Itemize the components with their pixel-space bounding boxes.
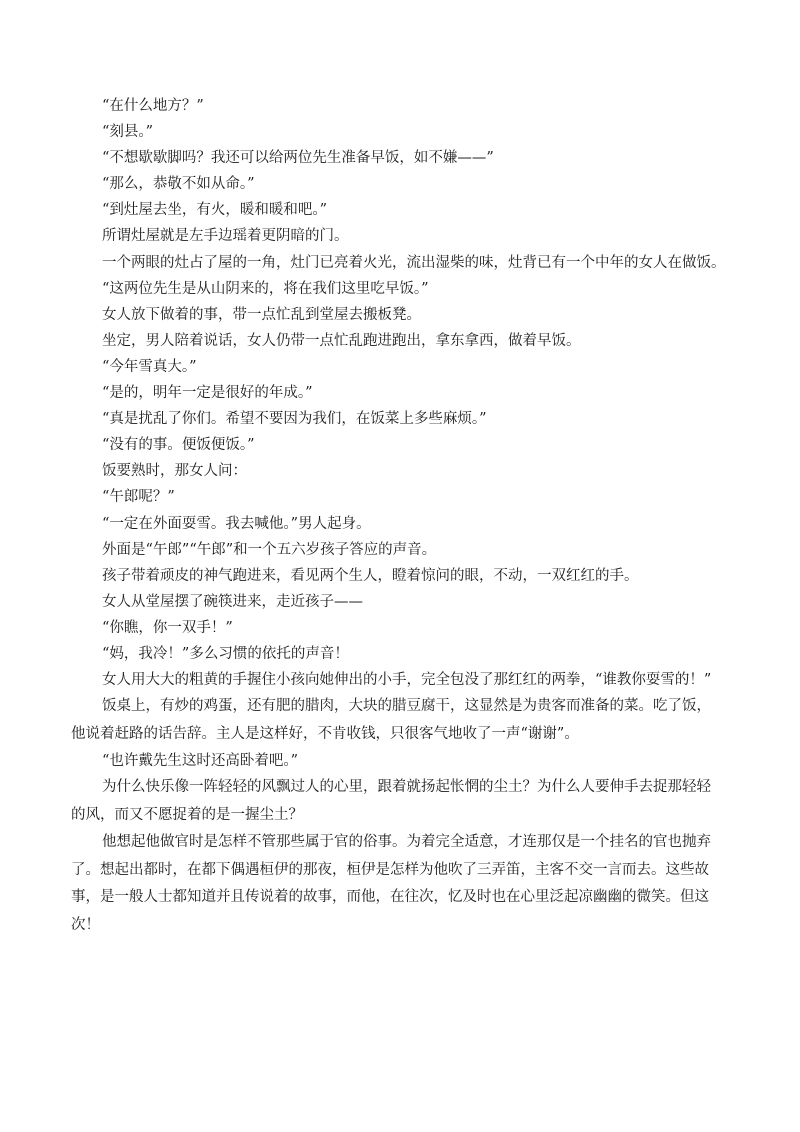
paragraph: “刻县。”	[102, 124, 154, 141]
paragraph: “在什么地方？”	[102, 98, 204, 114]
paragraph: 女人放下做着的事，带一点忙乱到堂屋去搬板凳。	[102, 306, 421, 323]
paragraph: 一个两眼的灶占了屋的一角，灶门已亮着火光，流出湿柴的味，灶背已有一个中年的女人在做饭。	[102, 254, 726, 271]
document-body	[71, 93, 726, 939]
paragraph: “这两位先生是从山阴来的，将在我们这里吃早饭。”	[102, 280, 429, 297]
paragraph: “也许戴先生这时还高卧着吧。”	[102, 753, 299, 770]
paragraph: “那么，恭敬不如从命。”	[102, 176, 255, 193]
paragraph: “一定在外面耍雪。我去喊他。”男人起身。	[102, 515, 371, 532]
paragraph: “妈，我冷！”多么习惯的依托的声音！	[102, 645, 349, 662]
paragraph: “没有的事。便饭便饭。”	[102, 437, 255, 454]
paragraph: “你瞧，你一双手！”	[102, 619, 233, 636]
paragraph: 他想起他做官时是怎样不管那些属于官的俗事。为着完全适意，才连那仅是一个挂名的官也抛弃了。想起出都时，在都下偶遇桓伊的那夜，桓伊是怎样为他吹了三弄笛，主客不交一言而去。这些故事，是一般人士都知道并且传说着的故事，而他，在往次，忆及时也在心里泛起凉幽幽的微笑。但这次！	[71, 834, 711, 933]
paragraph: 孩子带着顽皮的神气跑进来，看见两个生人，瞪着惊问的眼，不动，一双红红的手。	[102, 567, 639, 584]
paragraph: 为什么快乐像一阵轻轻的风飘过人的心里，跟着就扬起怅惘的尘土？为什么人要伸手去捉那轻轻的风，而又不愿捉着的是一握尘土？	[71, 779, 711, 823]
paragraph: “到灶屋去坐，有火，暖和暖和吧。”	[102, 202, 328, 219]
paragraph: “是的，明年一定是很好的年成。”	[102, 385, 313, 402]
paragraph: “不想歇歇脚吗？我还可以给两位先生准备早饭，如不嫌——”	[102, 150, 494, 167]
paragraph: 坐定，男人陪着说话，女人仍带一点忙乱跑进跑出，拿东拿西，做着早饭。	[102, 332, 581, 349]
paragraph: “今年雪真大。”	[102, 358, 197, 375]
paragraph: 女人用大大的粗黄的手握住小孩向她伸出的小手，完全包没了那红红的两拳，“谁教你耍雪的！”	[102, 672, 712, 689]
paragraph: 饭桌上，有炒的鸡蛋，还有肥的腊肉，大块的腊豆腐干，这显然是为贵客而准备的菜。吃了饭，他说着赶路的话告辞。主人是这样好，不肯收钱，只很客气地收了一声“谢谢”。	[71, 698, 711, 742]
paragraph: 女人从堂屋摆了碗筷进来，走近孩子——	[102, 593, 363, 610]
paragraph: 饭要熟时，那女人问：	[102, 463, 247, 480]
paragraph: “午郎呢？”	[102, 489, 175, 506]
paragraph: 外面是“午郎”“午郎”和一个五六岁孩子答应的声音。	[102, 541, 437, 558]
paragraph: “真是扰乱了你们。希望不要因为我们，在饭菜上多些麻烦。”	[102, 411, 487, 428]
paragraph: 所谓灶屋就是左手边瑶着更阴暗的门。	[102, 228, 349, 245]
